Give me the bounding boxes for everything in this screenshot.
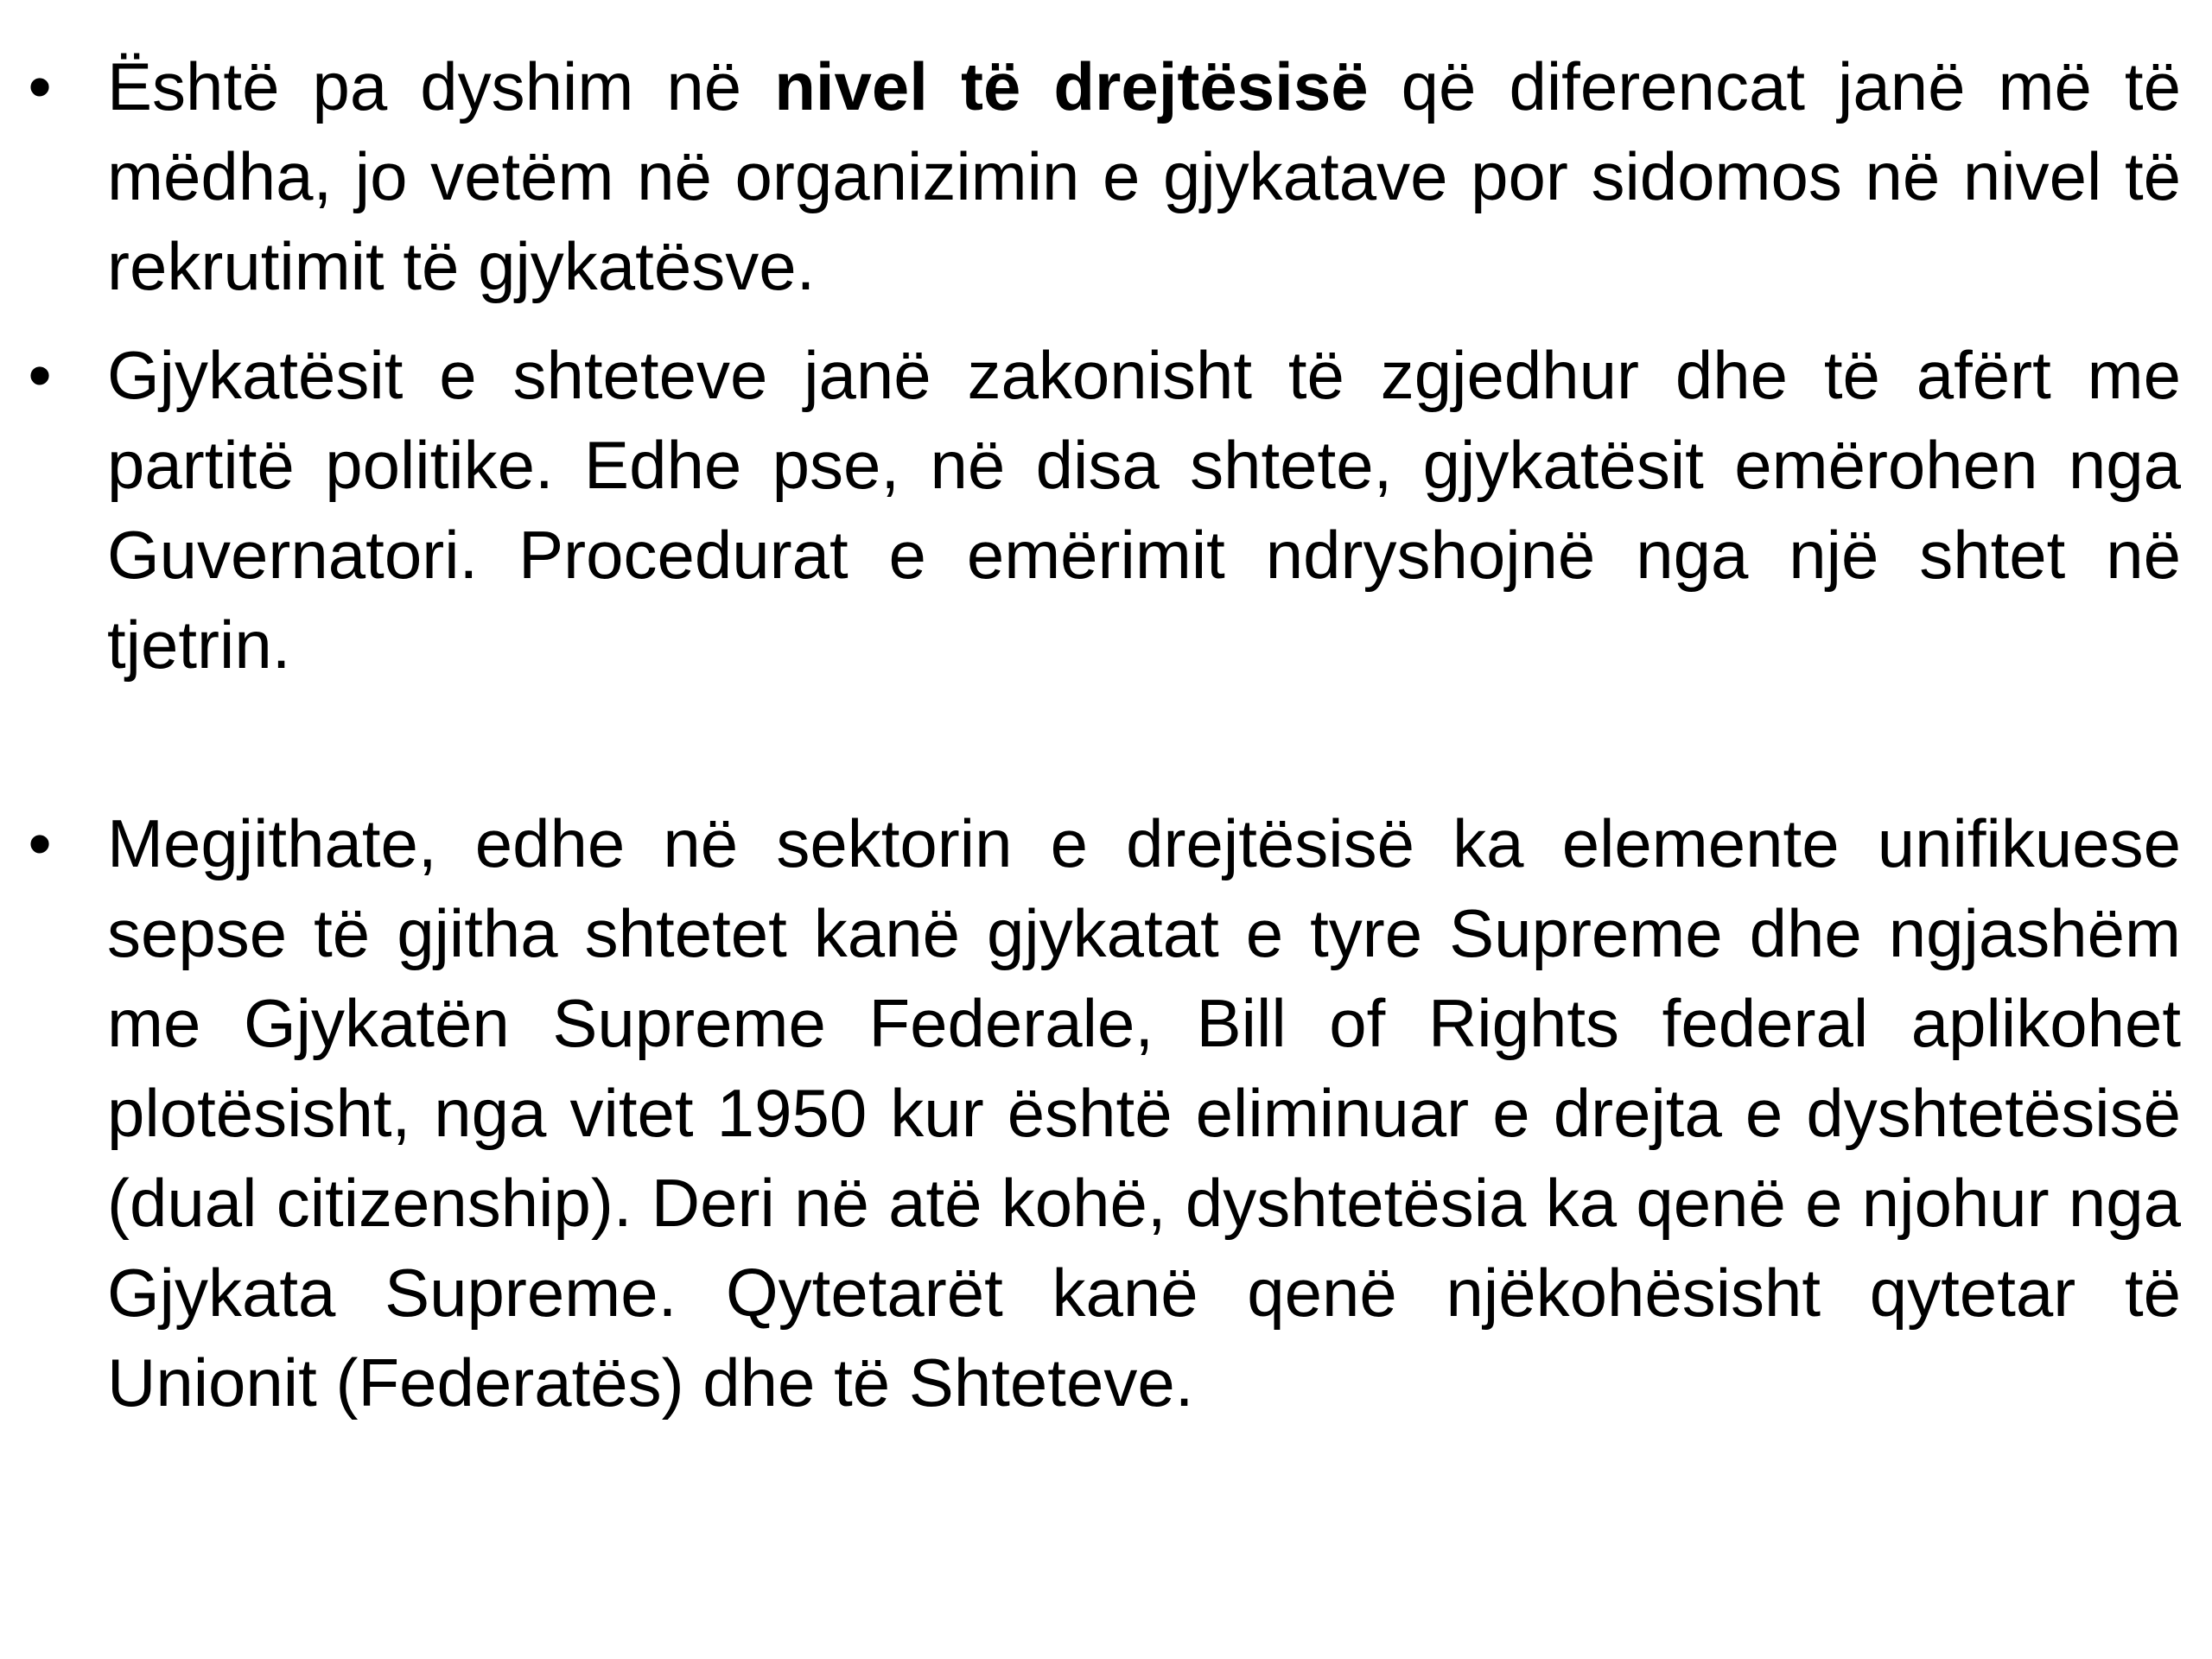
bullet-text: Megjithate, edhe në sektorin e drejtësisë ka elemente unifikuese sepse të gjitha shtetet kanë gjykatat e tyre Supreme dhe ngjashëm me Gjykatën Supreme Federale, Bill of Rights federal aplikohet plotësisht, nga vitet 1950 kur është eliminuar e drejta e dyshtetësisë (dual citizenship). Deri në atë kohë, dyshtetësia ka qenë e njohur nga Gjykata Supreme. Qytetarët kanë qenë njëkohësisht qytetar të Unionit (Federatës) dhe të Shteteve. bbox=[107, 805, 2181, 1421]
bullet-dot-icon: • bbox=[28, 48, 52, 124]
bullet-text: që diferencat janë më të mëdha, jo vetëm në organizimin e gjykatave por sidomos në nivel të rekrutimit të gjykatësve. bbox=[107, 48, 2181, 304]
bullet-item bbox=[28, 798, 2181, 1427]
bullet-list bbox=[28, 41, 2181, 1427]
bullet-text: Gjykatësit e shteteve janë zakonisht të zgjedhur dhe të afërt me partitë politike. Edhe pse, në disa shtete, gjykatësit emërohen nga Guvernatori. Procedurat e emërimit ndryshojnë nga një shtet në tjetrin. bbox=[107, 337, 2181, 683]
bullet-item bbox=[28, 41, 2181, 311]
bullet-text-bold: nivel të drejtësisë bbox=[774, 48, 1369, 124]
bullet-dot-icon: • bbox=[28, 337, 52, 413]
bullet-text: Është pa dyshim në bbox=[107, 48, 775, 124]
bullet-dot-icon: • bbox=[28, 805, 52, 881]
bullet-item bbox=[28, 330, 2181, 690]
